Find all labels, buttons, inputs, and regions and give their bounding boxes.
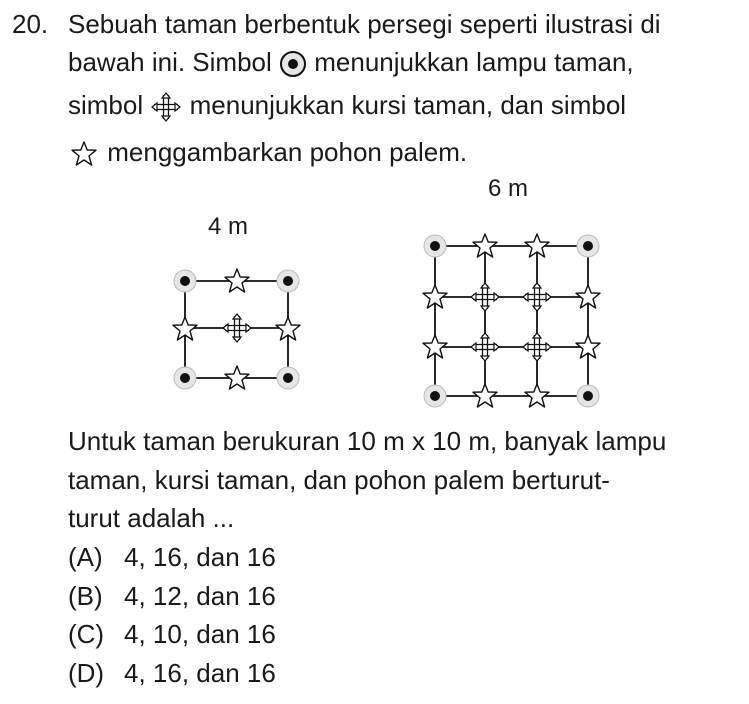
option-text: 4, 16, dan 16 [124, 658, 276, 688]
prompt-line-1: Untuk taman berukuran 10 m x 10 m, banyak lampu [68, 426, 667, 456]
question-line-2-start: bawah ini. Simbol [68, 47, 272, 77]
palm-tree-icon [473, 384, 497, 407]
question-line-3-start: simbol [68, 90, 144, 120]
lamp-icon [174, 367, 196, 389]
question-line-2-end: menunjukkan lampu taman, [314, 47, 634, 77]
question-line-3-end: menunjukkan kursi taman, dan simbol [189, 90, 627, 120]
option-letter: (A) [68, 542, 103, 572]
lamp-icon [424, 235, 446, 257]
palm-tree-icon [225, 366, 249, 389]
palm-tree-icon [225, 269, 249, 292]
bench-icon [223, 314, 251, 342]
prompt-line-3: turut adalah ... [68, 503, 235, 533]
option-a[interactable] [68, 541, 276, 573]
lamp-icon [277, 270, 299, 292]
bench-icon [471, 283, 499, 311]
lamp-icon [577, 385, 599, 407]
small-garden [173, 269, 300, 389]
option-text: 4, 16, dan 16 [124, 542, 276, 572]
bench-icon [523, 283, 551, 311]
lamp-icon [277, 367, 299, 389]
option-b[interactable] [68, 580, 276, 612]
question-number: 20. [12, 9, 49, 39]
option-d[interactable] [68, 657, 276, 689]
lamp-icon [577, 235, 599, 257]
option-c[interactable] [68, 618, 276, 650]
prompt-line-2: taman, kursi taman, dan pohon palem berturut- [68, 465, 610, 495]
bench-icon [523, 333, 551, 361]
bench-icon [471, 333, 499, 361]
lamp-icon [174, 270, 196, 292]
large-garden-size-label: 6 m [488, 175, 529, 202]
option-letter: (C) [68, 619, 105, 649]
option-text: 4, 10, dan 16 [124, 619, 276, 649]
option-text: 4, 12, dan 16 [124, 581, 276, 611]
palm-tree-icon [525, 384, 549, 407]
question-line-4-text: menggambarkan pohon palem. [107, 137, 468, 167]
option-letter: (B) [68, 581, 103, 611]
question-line-1: Sebuah taman berbentuk persegi seperti ilustrasi di [68, 9, 661, 39]
large-garden [423, 234, 600, 407]
small-garden-size-label: 4 m [208, 213, 249, 240]
lamp-icon [424, 385, 446, 407]
option-letter: (D) [68, 658, 105, 688]
